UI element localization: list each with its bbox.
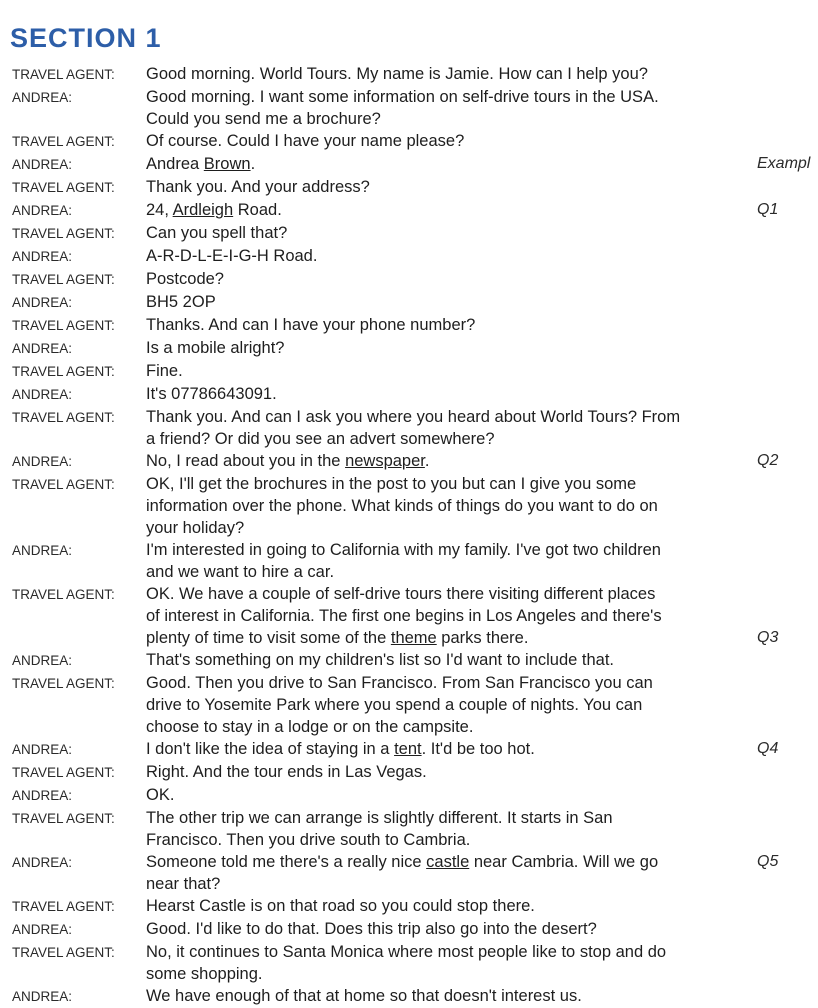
dialogue-turn [12,895,818,918]
text-segment: information over the phone. What kinds of things do you want to do on [146,497,658,515]
speaker-name: TRAVEL AGENT: [12,765,115,780]
dialogue-line [146,761,746,783]
text-segment: Road. [233,201,282,219]
text-segment: It's 07786643091. [146,385,277,403]
text-segment: Good morning. World Tours. My name is Jamie. How can I help you? [146,65,648,83]
speaker-name: ANDREA: [12,90,73,105]
text-segment: Thanks. And can I have your phone number? [146,316,476,334]
dialogue-turn [12,245,818,268]
text-segment: OK. [146,786,175,804]
text-segment: near that? [146,875,221,893]
speaker-name: ANDREA: [12,653,73,668]
dialogue-line [146,473,746,495]
dialogue-line [146,605,746,627]
dialogue-turn [12,383,818,406]
question-marker: Q4 [757,740,779,757]
question-marker: Exampl [757,155,811,172]
dialogue-text [146,383,746,405]
speaker-name: TRAVEL AGENT: [12,945,115,960]
dialogue-line [146,199,746,221]
text-segment: 24, [146,201,173,219]
dialogue-line [146,649,746,671]
dialogue-line [146,807,746,829]
speaker-name: TRAVEL AGENT: [12,67,115,82]
section-title: SECTION 1 [10,23,162,53]
text-segment: Thank you. And can I ask you where you heard about World Tours? From [146,408,681,426]
dialogue-line [146,918,746,940]
dialogue-text [146,199,746,221]
speaker-name: ANDREA: [12,989,73,1004]
speaker-name: ANDREA: [12,454,73,469]
text-segment: That's something on my children's list so I'd want to include that. [146,651,615,669]
dialogue-turn [12,583,818,649]
dialogue-line [146,873,746,895]
dialogue-text [146,761,746,783]
dialogue-text [146,941,746,985]
text-segment: Francisco. Then you drive south to Cambria. [146,831,471,849]
text-segment: Fine. [146,362,183,380]
dialogue-text [146,176,746,198]
dialogue-text [146,450,746,472]
dialogue-line [146,406,746,428]
answer-underlined: castle [426,853,470,871]
dialogue-line [146,268,746,290]
speaker-name: TRAVEL AGENT: [12,318,115,333]
dialogue-text [146,86,746,130]
text-segment: Is a mobile alright? [146,339,285,357]
speaker-name: TRAVEL AGENT: [12,676,115,691]
dialogue-turn [12,450,818,473]
answer-underlined: Brown [203,155,251,173]
speaker-name: ANDREA: [12,543,73,558]
dialogue-line [146,450,746,472]
text-segment: Could you send me a brochure? [146,110,381,128]
speaker-name: ANDREA: [12,387,73,402]
dialogue-line [146,985,746,1007]
text-segment: a friend? Or did you see an advert somewhere? [146,430,495,448]
speaker-name: TRAVEL AGENT: [12,364,115,379]
speaker-name: TRAVEL AGENT: [12,180,115,195]
dialogue-line [146,176,746,198]
dialogue-line [146,784,746,806]
text-segment: We have enough of that at home so that doesn't interest us. [146,987,582,1005]
dialogue-line [146,941,746,963]
answer-underlined: tent [394,740,422,758]
dialogue-line [146,383,746,405]
answer-underlined: newspaper [345,452,425,470]
dialogue-line [146,86,746,108]
dialogue-text [146,895,746,917]
dialogue-line [146,829,746,851]
text-segment: I'm interested in going to California with my family. I've got two children [146,541,661,559]
speaker-name: ANDREA: [12,922,73,937]
dialogue-line [146,495,746,517]
dialogue-text [146,583,746,649]
dialogue-text [146,672,746,738]
text-segment: A-R-D-L-E-I-G-H Road. [146,247,318,265]
dialogue-turn [12,672,818,738]
dialogue-text [146,738,746,760]
dialogue-text [146,153,746,175]
dialogue-turn [12,130,818,153]
text-segment: No, I read about you in the [146,452,346,470]
dialogue-turn [12,337,818,360]
dialogue-line [146,561,746,583]
text-segment: BH5 2OP [146,293,216,311]
text-segment: No, it continues to Santa Monica where most people like to stop and do [146,943,667,961]
text-segment: . [250,155,256,173]
dialogue-line [146,627,746,649]
dialogue-line [146,716,746,738]
dialogue-line [146,360,746,382]
speaker-name: ANDREA: [12,157,73,172]
text-segment: I don't like the idea of staying in a [146,740,395,758]
dialogue-line [146,222,746,244]
speaker-name: TRAVEL AGENT: [12,899,115,914]
dialogue-turn [12,86,818,130]
dialogue-line [146,314,746,336]
dialogue-turn [12,63,818,86]
text-segment: your holiday? [146,519,245,537]
dialogue-text [146,649,746,671]
dialogue-turn [12,153,818,176]
dialogue-turn [12,222,818,245]
question-marker: Q3 [757,629,779,646]
text-segment: Can you spell that? [146,224,288,242]
text-segment: some shopping. [146,965,263,983]
text-segment: Good morning. I want some information on self-drive tours in the USA. [146,88,659,106]
text-segment: Good. Then you drive to San Francisco. From San Francisco you can [146,674,653,692]
dialogue-line [146,963,746,985]
dialogue-turn [12,807,818,851]
dialogue-line [146,672,746,694]
dialogue-line [146,153,746,175]
dialogue-text [146,130,746,152]
answer-underlined: Ardleigh [172,201,234,219]
speaker-name: TRAVEL AGENT: [12,410,115,425]
dialogue-turn [12,985,818,1008]
dialogue-text [146,63,746,85]
dialogue-turn [12,738,818,761]
dialogue-line [146,245,746,267]
speaker-name: TRAVEL AGENT: [12,272,115,287]
dialogue-text [146,291,746,313]
dialogue-text [146,360,746,382]
text-segment: OK, I'll get the brochures in the post to you but can I give you some [146,475,637,493]
dialogue-text [146,539,746,583]
dialogue-text [146,918,746,940]
text-segment: Thank you. And your address? [146,178,370,196]
dialogue-text [146,807,746,851]
dialogue-turn [12,473,818,539]
dialogue-turn [12,784,818,807]
dialogue-line [146,895,746,917]
speaker-name: TRAVEL AGENT: [12,134,115,149]
question-marker: Q2 [757,452,779,469]
speaker-name: ANDREA: [12,203,73,218]
dialogue-turn [12,176,818,199]
text-segment: Hearst Castle is on that road so you could stop there. [146,897,535,915]
dialogue-text [146,985,746,1007]
speaker-name: ANDREA: [12,742,73,757]
question-marker: Q1 [757,201,779,218]
speaker-name: ANDREA: [12,295,73,310]
dialogue-line [146,130,746,152]
dialogue-line [146,583,746,605]
text-segment: near Cambria. Will we go [469,853,659,871]
text-segment: plenty of time to visit some of the [146,629,391,647]
text-segment: . It'd be too hot. [421,740,535,758]
dialogue-turn [12,918,818,941]
dialogue-line [146,694,746,716]
dialogue-line [146,63,746,85]
dialogue-line [146,337,746,359]
text-segment: choose to stay in a lodge or on the campsite. [146,718,474,736]
dialogue-turn [12,761,818,784]
text-segment: . [424,452,430,470]
text-segment: OK. We have a couple of self-drive tours there visiting different places [146,585,656,603]
question-marker: Q5 [757,853,779,870]
dialogue-turn [12,314,818,337]
speaker-name: TRAVEL AGENT: [12,226,115,241]
dialogue-turn [12,268,818,291]
dialogue-turn [12,199,818,222]
text-segment: Andrea [146,155,204,173]
text-segment: Someone told me there's a really nice [146,853,427,871]
transcript [12,63,818,1008]
speaker-name: TRAVEL AGENT: [12,477,115,492]
dialogue-text [146,851,746,895]
dialogue-line [146,108,746,130]
text-segment: drive to Yosemite Park where you spend a couple of nights. You can [146,696,643,714]
dialogue-line [146,517,746,539]
text-segment: parks there. [436,629,529,647]
text-segment: Of course. Could I have your name please? [146,132,465,150]
text-segment: and we want to hire a car. [146,563,335,581]
dialogue-text [146,222,746,244]
dialogue-line [146,428,746,450]
speaker-name: ANDREA: [12,788,73,803]
dialogue-text [146,314,746,336]
text-segment: Good. I'd like to do that. Does this trip also go into the desert? [146,920,597,938]
dialogue-text [146,784,746,806]
text-segment: Postcode? [146,270,224,288]
dialogue-text [146,337,746,359]
dialogue-line [146,539,746,561]
dialogue-text [146,245,746,267]
dialogue-turn [12,406,818,450]
speaker-name: ANDREA: [12,249,73,264]
text-segment: of interest in California. The first one begins in Los Angeles and there's [146,607,662,625]
dialogue-text [146,406,746,450]
dialogue-turn [12,539,818,583]
dialogue-turn [12,291,818,314]
speaker-name: ANDREA: [12,855,73,870]
dialogue-line [146,738,746,760]
dialogue-turn [12,941,818,985]
dialogue-turn [12,649,818,672]
text-segment: The other trip we can arrange is slightly different. It starts in San [146,809,613,827]
dialogue-line [146,291,746,313]
speaker-name: TRAVEL AGENT: [12,811,115,826]
answer-underlined: theme [390,629,437,647]
dialogue-text [146,473,746,539]
dialogue-turn [12,851,818,895]
dialogue-turn [12,360,818,383]
text-segment: Right. And the tour ends in Las Vegas. [146,763,427,781]
dialogue-line [146,851,746,873]
dialogue-text [146,268,746,290]
speaker-name: ANDREA: [12,341,73,356]
speaker-name: TRAVEL AGENT: [12,587,115,602]
